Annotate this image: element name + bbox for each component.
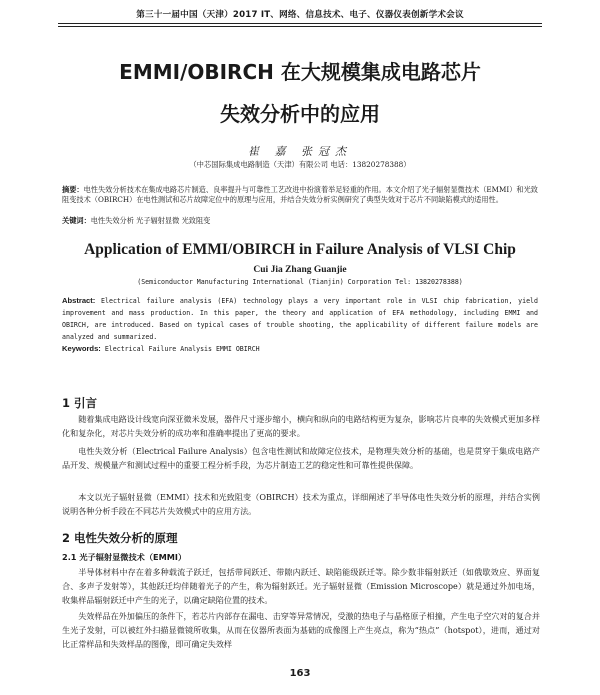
abstract-en-label: Abstract: <box>62 296 96 305</box>
header-rule-bottom <box>58 26 542 27</box>
keywords-en-text: Electrical Failure Analysis EMMI OBIRCH <box>104 345 260 353</box>
title-cn-line1: EMMI/OBIRCH 在大规模集成电路芯片 <box>119 60 481 84</box>
title-cn-line2: 失效分析中的应用 <box>220 102 380 126</box>
header-rule-top <box>58 23 542 24</box>
section-heading-introduction: 1 引言 <box>62 396 98 410</box>
subsection-heading-emmi: 2.1 光子辐射显微技术（EMMI） <box>62 552 187 562</box>
intro-paragraph-1: 随着集成电路设计线宽向深亚微米发展，器件尺寸逐步缩小，横向和纵向的电路结构更为复杂，影响芯片良率的失效模式更加多样化和复杂化，对芯片失效分析的成功率和准确率提出了更高的要求。 <box>62 414 540 438</box>
section-heading-principles: 2 电性失效分析的原理 <box>62 531 178 545</box>
authors-en: Cui Jia Zhang Guanjie <box>253 265 347 275</box>
affiliation-en: (Semiconductor Manufacturing International (Tianjin) Corporation Tel: 13820278388) <box>137 278 463 286</box>
keywords-cn <box>62 216 538 226</box>
intro-paragraph-2: 电性失效分析（Electrical Failure Analysis）包含电性测试和故障定位技术，是物理失效分析的基础，也是贯穿于集成电路产品开发、规模量产和测试过程中的重要工程分析手段，为芯片制造工艺的稳定性和可靠性提供保障。 <box>62 446 540 470</box>
affiliation-cn: （中芯国际集成电路制造（天津）有限公司 电话：13820278388） <box>189 160 411 169</box>
title-en: Application of EMMI/OBIRCH in Failure Analysis of VLSI Chip <box>84 241 516 258</box>
abstract-en <box>62 295 538 343</box>
page-number: 163 <box>289 668 311 679</box>
abstract-en-text: Electrical failure analysis (EFA) technology plays a very important role in VLSI chip fabrication, yield improvement and mass production. In this paper, the theory and application of EFA methodology, including EMMI and OBIRCH, are introduced. Based on typical cases of trouble shooting, the applicability of different failure models are analyzed and summarized. <box>62 297 538 342</box>
authors-cn: 崔 嘉 张冠杰 <box>248 145 352 158</box>
emmi-paragraph-1: 半导体材料中存在着多种载流子跃迁，包括带间跃迁、带隙内跃迁、缺陷能级跃迁等。除少数非辐射跃迁（如俄歇效应、界面复合、多声子发射等），其他跃迁均伴随着光子的产生，称为辐射跃迁。光子辐射显微（Emission Microscope）就是通过外加电场，收集样品辐射跃迁中产生的光子，以确定缺陷位置的技术。 <box>62 567 540 605</box>
abstract-cn <box>62 185 538 206</box>
running-header: 第三十一届中国（天津）2017 IT、网络、信息技术、电子、仪器仪表创新学术会议 <box>136 10 464 20</box>
keywords-en <box>62 344 538 353</box>
abstract-cn-text: 电性失效分析技术在集成电路芯片制造、良率提升与可靠性工艺改进中扮演着举足轻重的作用。本文介绍了光子辐射显微技术（EMMI）和光致阻变技术（OBIRCH）在电性测试和芯片故障定位中的原理与应用，并结合失效分析实例研究了典型失效对于芯片不同缺陷模式的适用性。 <box>62 185 538 205</box>
abstract-cn-label: 摘要： <box>62 185 84 194</box>
intro-paragraph-3: 本文以光子辐射显微（EMMI）技术和光致阻变（OBIRCH）技术为重点，详细阐述了半导体电性失效分析的原理，并结合实例说明各种分析手段在不同芯片失效模式中的应用方法。 <box>62 492 540 516</box>
keywords-en-label: Keywords: <box>62 344 101 353</box>
keywords-cn-text: 电性失效分析 光子辐射显微 光致阻变 <box>90 216 211 225</box>
emmi-paragraph-2: 失效样品在外加偏压的条件下，若芯片内部存在漏电、击穿等异常情况，受激的热电子与晶格原子相撞，产生电子空穴对的复合并生光子发射，可以被红外扫描显微镜所收集，从而在仪器所表面为基础的成像图上产生亮点，称为“热点”（hotspot），进而，通过对比正常样品和失效样品的图像，即可确定失效样 <box>62 611 540 649</box>
keywords-cn-label: 关键词： <box>62 216 91 225</box>
